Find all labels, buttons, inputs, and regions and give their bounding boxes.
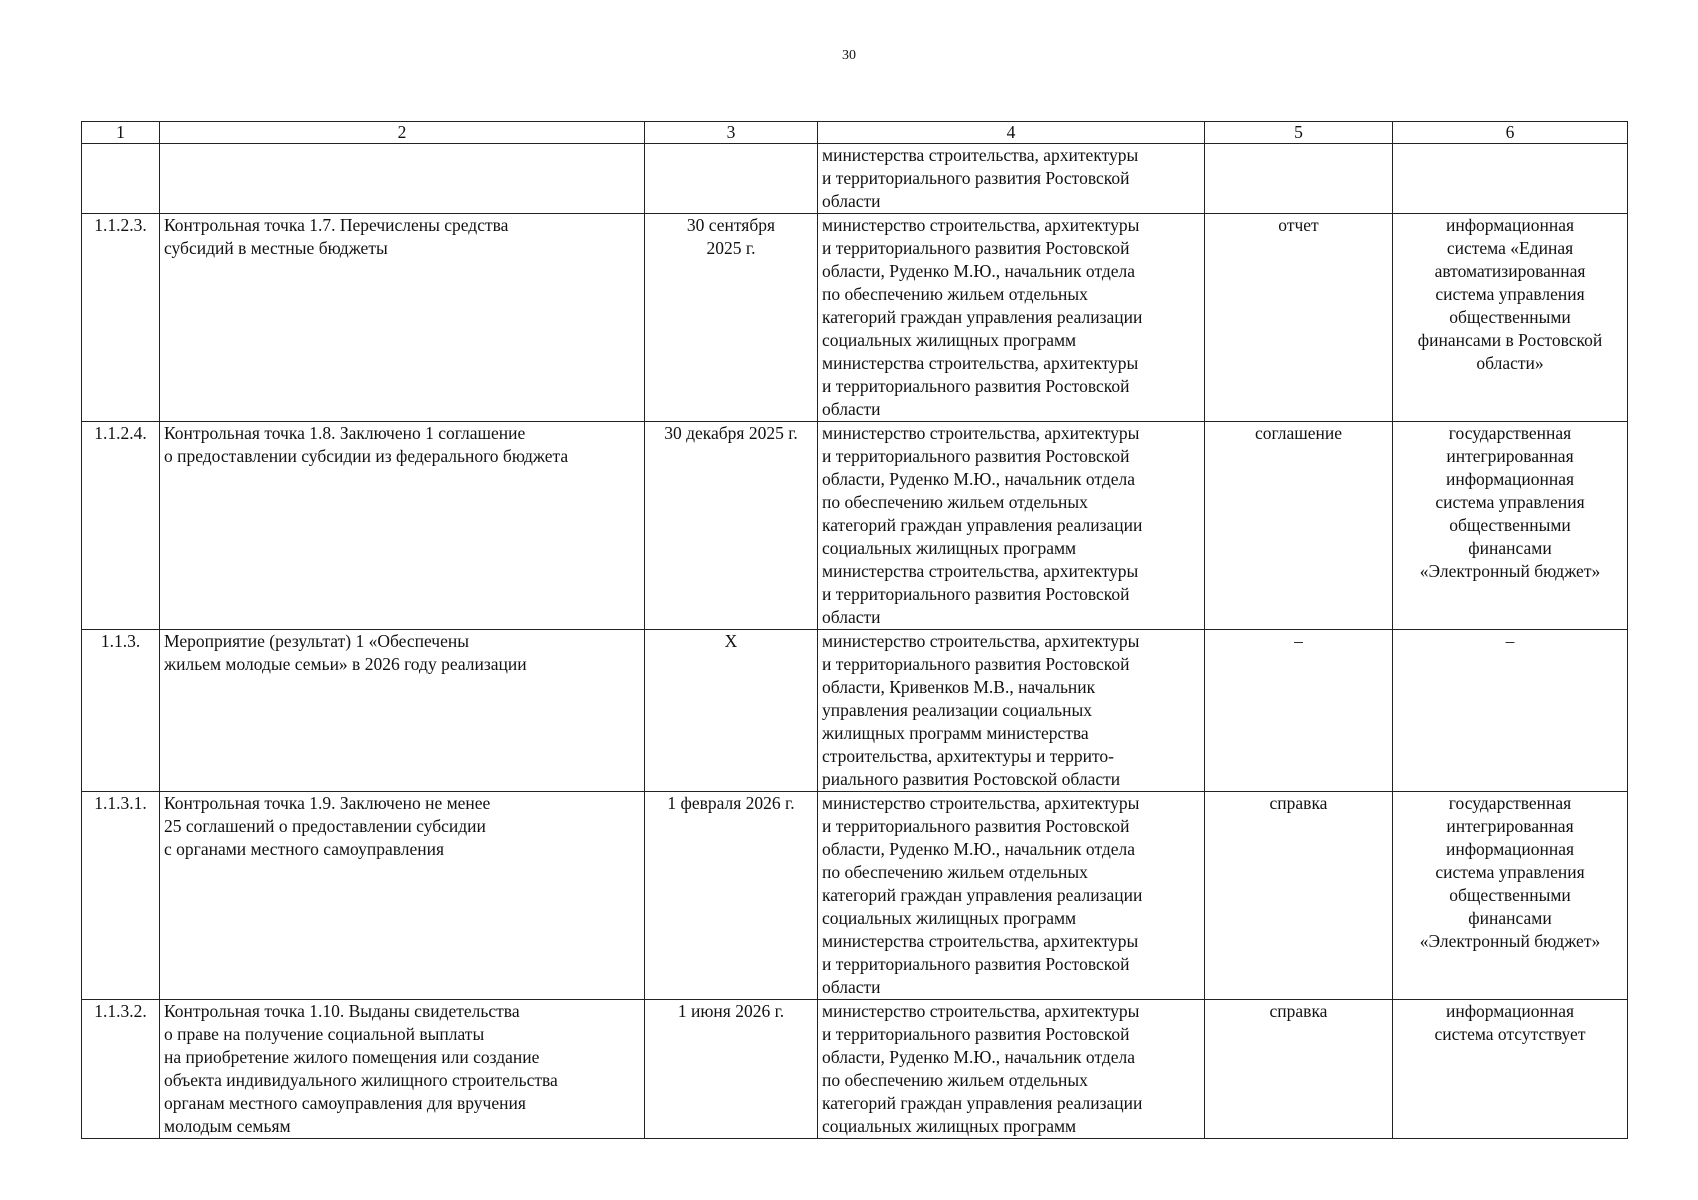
responsible-line: и территориального развития Ростовской xyxy=(822,376,1130,396)
information-system-line: система управления xyxy=(1435,862,1585,882)
event-name-line: объекта индивидуального жилищного строительства xyxy=(164,1070,558,1090)
information-system-line: государственная xyxy=(1448,793,1572,813)
row-number-cell: 1.1.2.4. xyxy=(82,422,160,630)
information-system-line: система управления xyxy=(1435,492,1585,512)
responsible-line: социальных жилищных программ xyxy=(822,1116,1077,1136)
column-header: 5 xyxy=(1205,122,1393,144)
responsible-cell xyxy=(818,144,1205,214)
information-system-line: информационная xyxy=(1445,1001,1575,1021)
row-number-cell: 1.1.3. xyxy=(82,630,160,792)
responsible-line: министерство строительства, архитектуры xyxy=(822,215,1140,235)
plan-table xyxy=(81,121,1628,1139)
responsible-line: министерства строительства, архитектуры xyxy=(822,931,1139,951)
information-system-cell xyxy=(1393,792,1628,1000)
responsible-line: категорий граждан управления реализации xyxy=(822,1093,1143,1113)
responsible-line: области xyxy=(822,607,881,627)
deadline-line: 1 февраля 2026 г. xyxy=(667,793,795,813)
responsible-line: и территориального развития Ростовской xyxy=(822,954,1130,974)
event-name-line: с органами местного самоуправления xyxy=(164,839,445,859)
responsible-line: министерства строительства, архитектуры xyxy=(822,145,1139,165)
page-number: 30 xyxy=(842,48,856,63)
responsible-line: риального развития Ростовской области xyxy=(822,769,1121,789)
information-system-line: – xyxy=(1505,631,1515,651)
column-header: 3 xyxy=(645,122,818,144)
event-name-line: 25 соглашений о предоставлении субсидии xyxy=(164,816,486,836)
information-system-line: финансами xyxy=(1468,908,1552,928)
event-name-line: Контрольная точка 1.8. Заключено 1 соглашение xyxy=(164,423,526,443)
responsible-line: социальных жилищных программ xyxy=(822,538,1077,558)
information-system-line: финансами xyxy=(1468,538,1552,558)
table-row xyxy=(82,214,1628,422)
responsible-line: и территориального развития Ростовской xyxy=(822,654,1130,674)
event-name-cell xyxy=(160,792,645,1000)
event-name-line: субсидий в местные бюджеты xyxy=(164,238,388,258)
information-system-line: общественными xyxy=(1449,515,1571,535)
header-row xyxy=(82,122,1628,144)
document-type-cell xyxy=(1205,1000,1393,1139)
responsible-line: по обеспечению жильем отдельных xyxy=(822,1070,1088,1090)
row-number-cell: 1.1.3.2. xyxy=(82,1000,160,1139)
event-name-line: Контрольная точка 1.10. Выданы свидетельства xyxy=(164,1001,520,1021)
event-name-line: Мероприятие (результат) 1 «Обеспечены xyxy=(164,631,469,651)
deadline-line: Х xyxy=(724,631,738,651)
deadline-line: 30 декабря 2025 г. xyxy=(664,423,798,443)
event-name-line: Контрольная точка 1.9. Заключено не менее xyxy=(164,793,491,813)
information-system-line: система «Единая xyxy=(1446,238,1574,258)
document-type-line: соглашение xyxy=(1254,423,1343,443)
responsible-line: по обеспечению жильем отдельных xyxy=(822,284,1088,304)
responsible-line: категорий граждан управления реализации xyxy=(822,885,1143,905)
deadline-cell xyxy=(645,792,818,1000)
responsible-line: области xyxy=(822,191,881,211)
event-name-cell xyxy=(160,630,645,792)
responsible-cell xyxy=(818,422,1205,630)
event-name-cell xyxy=(160,1000,645,1139)
document-type-line: справка xyxy=(1269,1001,1328,1021)
table-row xyxy=(82,630,1628,792)
deadline-cell xyxy=(645,214,818,422)
responsible-line: области, Руденко М.Ю., начальник отдела xyxy=(822,1047,1136,1067)
document-type-cell xyxy=(1205,422,1393,630)
event-name-line: о праве на получение социальной выплаты xyxy=(164,1024,485,1044)
responsible-line: министерство строительства, архитектуры xyxy=(822,1001,1140,1021)
deadline-cell xyxy=(645,144,818,214)
column-header: 1 xyxy=(82,122,160,144)
information-system-cell xyxy=(1393,144,1628,214)
responsible-line: области xyxy=(822,977,881,997)
responsible-line: строительства, архитектуры и террито- xyxy=(822,746,1114,766)
deadline-line: 2025 г. xyxy=(706,238,756,258)
responsible-line: по обеспечению жильем отдельных xyxy=(822,492,1088,512)
table-row xyxy=(82,1000,1628,1139)
responsible-line: категорий граждан управления реализации xyxy=(822,307,1143,327)
responsible-line: категорий граждан управления реализации xyxy=(822,515,1143,535)
information-system-line: интегрированная xyxy=(1446,446,1574,466)
row-number-cell: 1.1.3.1. xyxy=(82,792,160,1000)
responsible-line: и территориального развития Ростовской xyxy=(822,168,1130,188)
information-system-cell xyxy=(1393,1000,1628,1139)
responsible-line: жилищных программ министерства xyxy=(822,723,1089,743)
responsible-line: министерство строительства, архитектуры xyxy=(822,793,1140,813)
responsible-line: министерство строительства, архитектуры xyxy=(822,631,1140,651)
information-system-line: система отсутствует xyxy=(1434,1024,1586,1044)
document-type-cell xyxy=(1205,792,1393,1000)
table-row xyxy=(82,144,1628,214)
responsible-line: социальных жилищных программ xyxy=(822,908,1077,928)
responsible-cell xyxy=(818,1000,1205,1139)
information-system-line: «Электронный бюджет» xyxy=(1419,561,1601,581)
responsible-line: области, Руденко М.Ю., начальник отдела xyxy=(822,261,1136,281)
information-system-line: информационная xyxy=(1445,215,1575,235)
information-system-line: система управления xyxy=(1435,284,1585,304)
responsible-line: министерства строительства, архитектуры xyxy=(822,561,1139,581)
deadline-cell xyxy=(645,630,818,792)
event-name-line: молодым семьям xyxy=(164,1116,291,1136)
responsible-line: области, Руденко М.Ю., начальник отдела xyxy=(822,839,1136,859)
responsible-line: и территориального развития Ростовской xyxy=(822,238,1130,258)
responsible-line: социальных жилищных программ xyxy=(822,330,1077,350)
table-row xyxy=(82,792,1628,1000)
information-system-line: области» xyxy=(1476,353,1544,373)
information-system-line: государственная xyxy=(1448,423,1572,443)
information-system-line: интегрированная xyxy=(1446,816,1574,836)
responsible-cell xyxy=(818,214,1205,422)
document-type-cell xyxy=(1205,214,1393,422)
information-system-line: информационная xyxy=(1445,839,1575,859)
responsible-cell xyxy=(818,792,1205,1000)
deadline-line: 30 сентября xyxy=(686,215,776,235)
responsible-line: и территориального развития Ростовской xyxy=(822,816,1130,836)
column-header: 2 xyxy=(160,122,645,144)
information-system-line: общественными xyxy=(1449,307,1571,327)
responsible-line: области xyxy=(822,399,881,419)
table-row xyxy=(82,422,1628,630)
responsible-line: и территориального развития Ростовской xyxy=(822,1024,1130,1044)
row-number-cell: 1.1.2.3. xyxy=(82,214,160,422)
event-name-cell xyxy=(160,422,645,630)
responsible-line: области, Руденко М.Ю., начальник отдела xyxy=(822,469,1136,489)
responsible-line: по обеспечению жильем отдельных xyxy=(822,862,1088,882)
responsible-line: области, Кривенков М.В., начальник xyxy=(822,677,1096,697)
document-type-cell xyxy=(1205,144,1393,214)
information-system-cell xyxy=(1393,630,1628,792)
deadline-line: 1 июня 2026 г. xyxy=(677,1001,785,1021)
information-system-line: автоматизированная xyxy=(1434,261,1586,281)
event-name-line: органам местного самоуправления для вручения xyxy=(164,1093,526,1113)
column-header: 4 xyxy=(818,122,1205,144)
responsible-cell xyxy=(818,630,1205,792)
document-type-line: – xyxy=(1294,631,1303,651)
deadline-cell xyxy=(645,422,818,630)
document-type-line: справка xyxy=(1269,793,1328,813)
information-system-line: общественными xyxy=(1449,885,1571,905)
event-name-line: Контрольная точка 1.7. Перечислены средства xyxy=(164,215,509,235)
responsible-line: управления реализации социальных xyxy=(822,700,1092,720)
information-system-line: «Электронный бюджет» xyxy=(1419,931,1601,951)
event-name-line: о предоставлении субсидии из федерального бюджета xyxy=(164,446,569,466)
responsible-line: министерства строительства, архитектуры xyxy=(822,353,1139,373)
event-name-line: на приобретение жилого помещения или создание xyxy=(164,1047,540,1067)
responsible-line: министерство строительства, архитектуры xyxy=(822,423,1140,443)
event-name-cell xyxy=(160,214,645,422)
information-system-cell xyxy=(1393,422,1628,630)
document-type-cell xyxy=(1205,630,1393,792)
deadline-cell xyxy=(645,1000,818,1139)
information-system-cell xyxy=(1393,214,1628,422)
event-name-cell xyxy=(160,144,645,214)
information-system-line: финансами в Ростовской xyxy=(1417,330,1603,350)
row-number-cell xyxy=(82,144,160,214)
information-system-line: информационная xyxy=(1445,469,1575,489)
event-name-line: жильем молодые семьи» в 2026 году реализации xyxy=(164,654,527,674)
responsible-line: и территориального развития Ростовской xyxy=(822,446,1130,466)
column-header: 6 xyxy=(1393,122,1628,144)
document-type-line: отчет xyxy=(1278,215,1319,235)
responsible-line: и территориального развития Ростовской xyxy=(822,584,1130,604)
